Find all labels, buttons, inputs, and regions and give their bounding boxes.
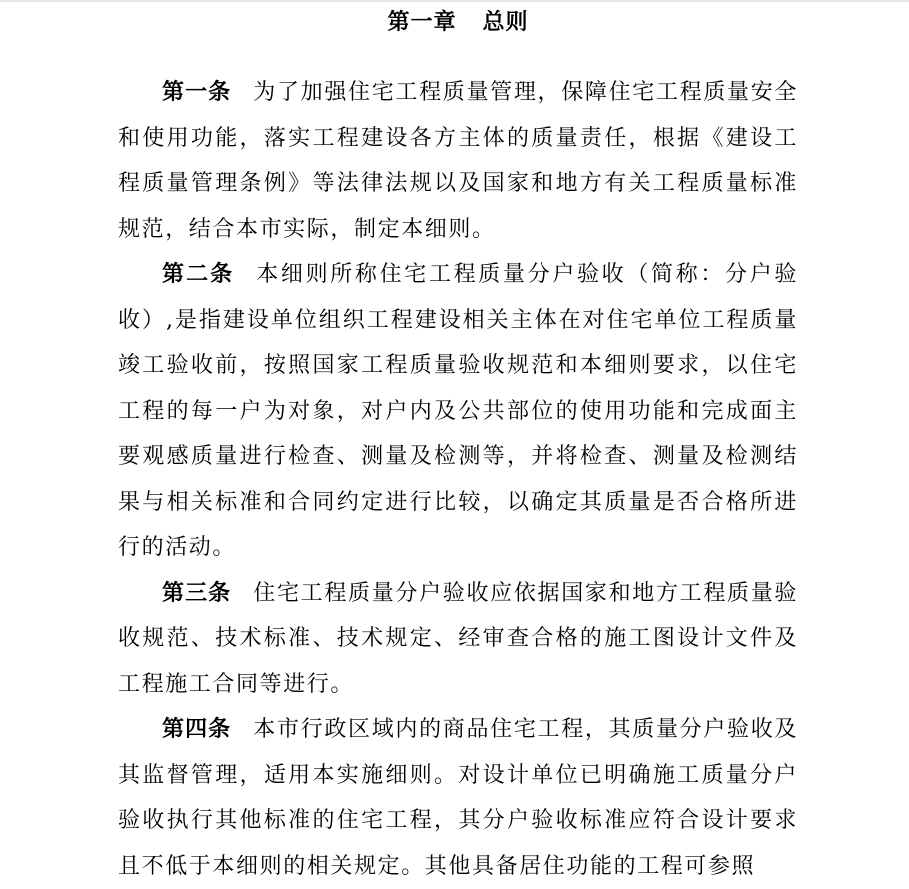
article-text: 本市行政区域内的商品住宅工程，其质量分户验收及其监督管理，适用本实施细则。对设计单位已明确施工质量分户验收执行其他标准的住宅工程，其分户验收标准应符合设计要求且不低于本细则的相关规定。其他具备居住功能的工程可参照 [118, 717, 798, 879]
article-label: 第三条 [162, 580, 232, 606]
chapter-heading [118, 0, 798, 40]
article-label: 第一条 [162, 80, 232, 105]
article-2 [118, 252, 798, 571]
chapter-title: 总则 [482, 10, 529, 35]
article-1 [118, 70, 798, 252]
article-text: 住宅工程质量分户验收应依据国家和地方工程质量验收规范、技术标准、技术规定、经审查合格的施工图设计文件及工程施工合同等进行。 [118, 580, 798, 697]
article-label: 第四条 [162, 717, 232, 742]
document-page [118, 0, 798, 889]
chapter-number: 第一章 [387, 10, 457, 35]
article-text: 为了加强住宅工程质量管理，保障住宅工程质量安全和使用功能，落实工程建设各方主体的质量责任，根据《建设工程质量管理条例》等法律法规以及国家和地方有关工程质量标准规范，结合本市实际，制定本细则。 [118, 80, 798, 242]
article-text: 本细则所称住宅工程质量分户验收（简称：分户验收）,是指建设单位组织工程建设相关主体在对住宅单位工程质量竣工验收前，按照国家工程质量验收规范和本细则要求，以住宅工程的每一户为对象，对户内及公共部位的使用功能和完成面主要观感质量进行检查、测量及检测等，并将检查、测量及检测结果与相关标准和合同约定进行比较，以确定其质量是否合格所进行的活动。 [118, 262, 798, 560]
article-list [118, 70, 798, 889]
article-3 [118, 571, 798, 708]
article-label: 第二条 [162, 262, 235, 287]
article-4 [118, 707, 798, 889]
